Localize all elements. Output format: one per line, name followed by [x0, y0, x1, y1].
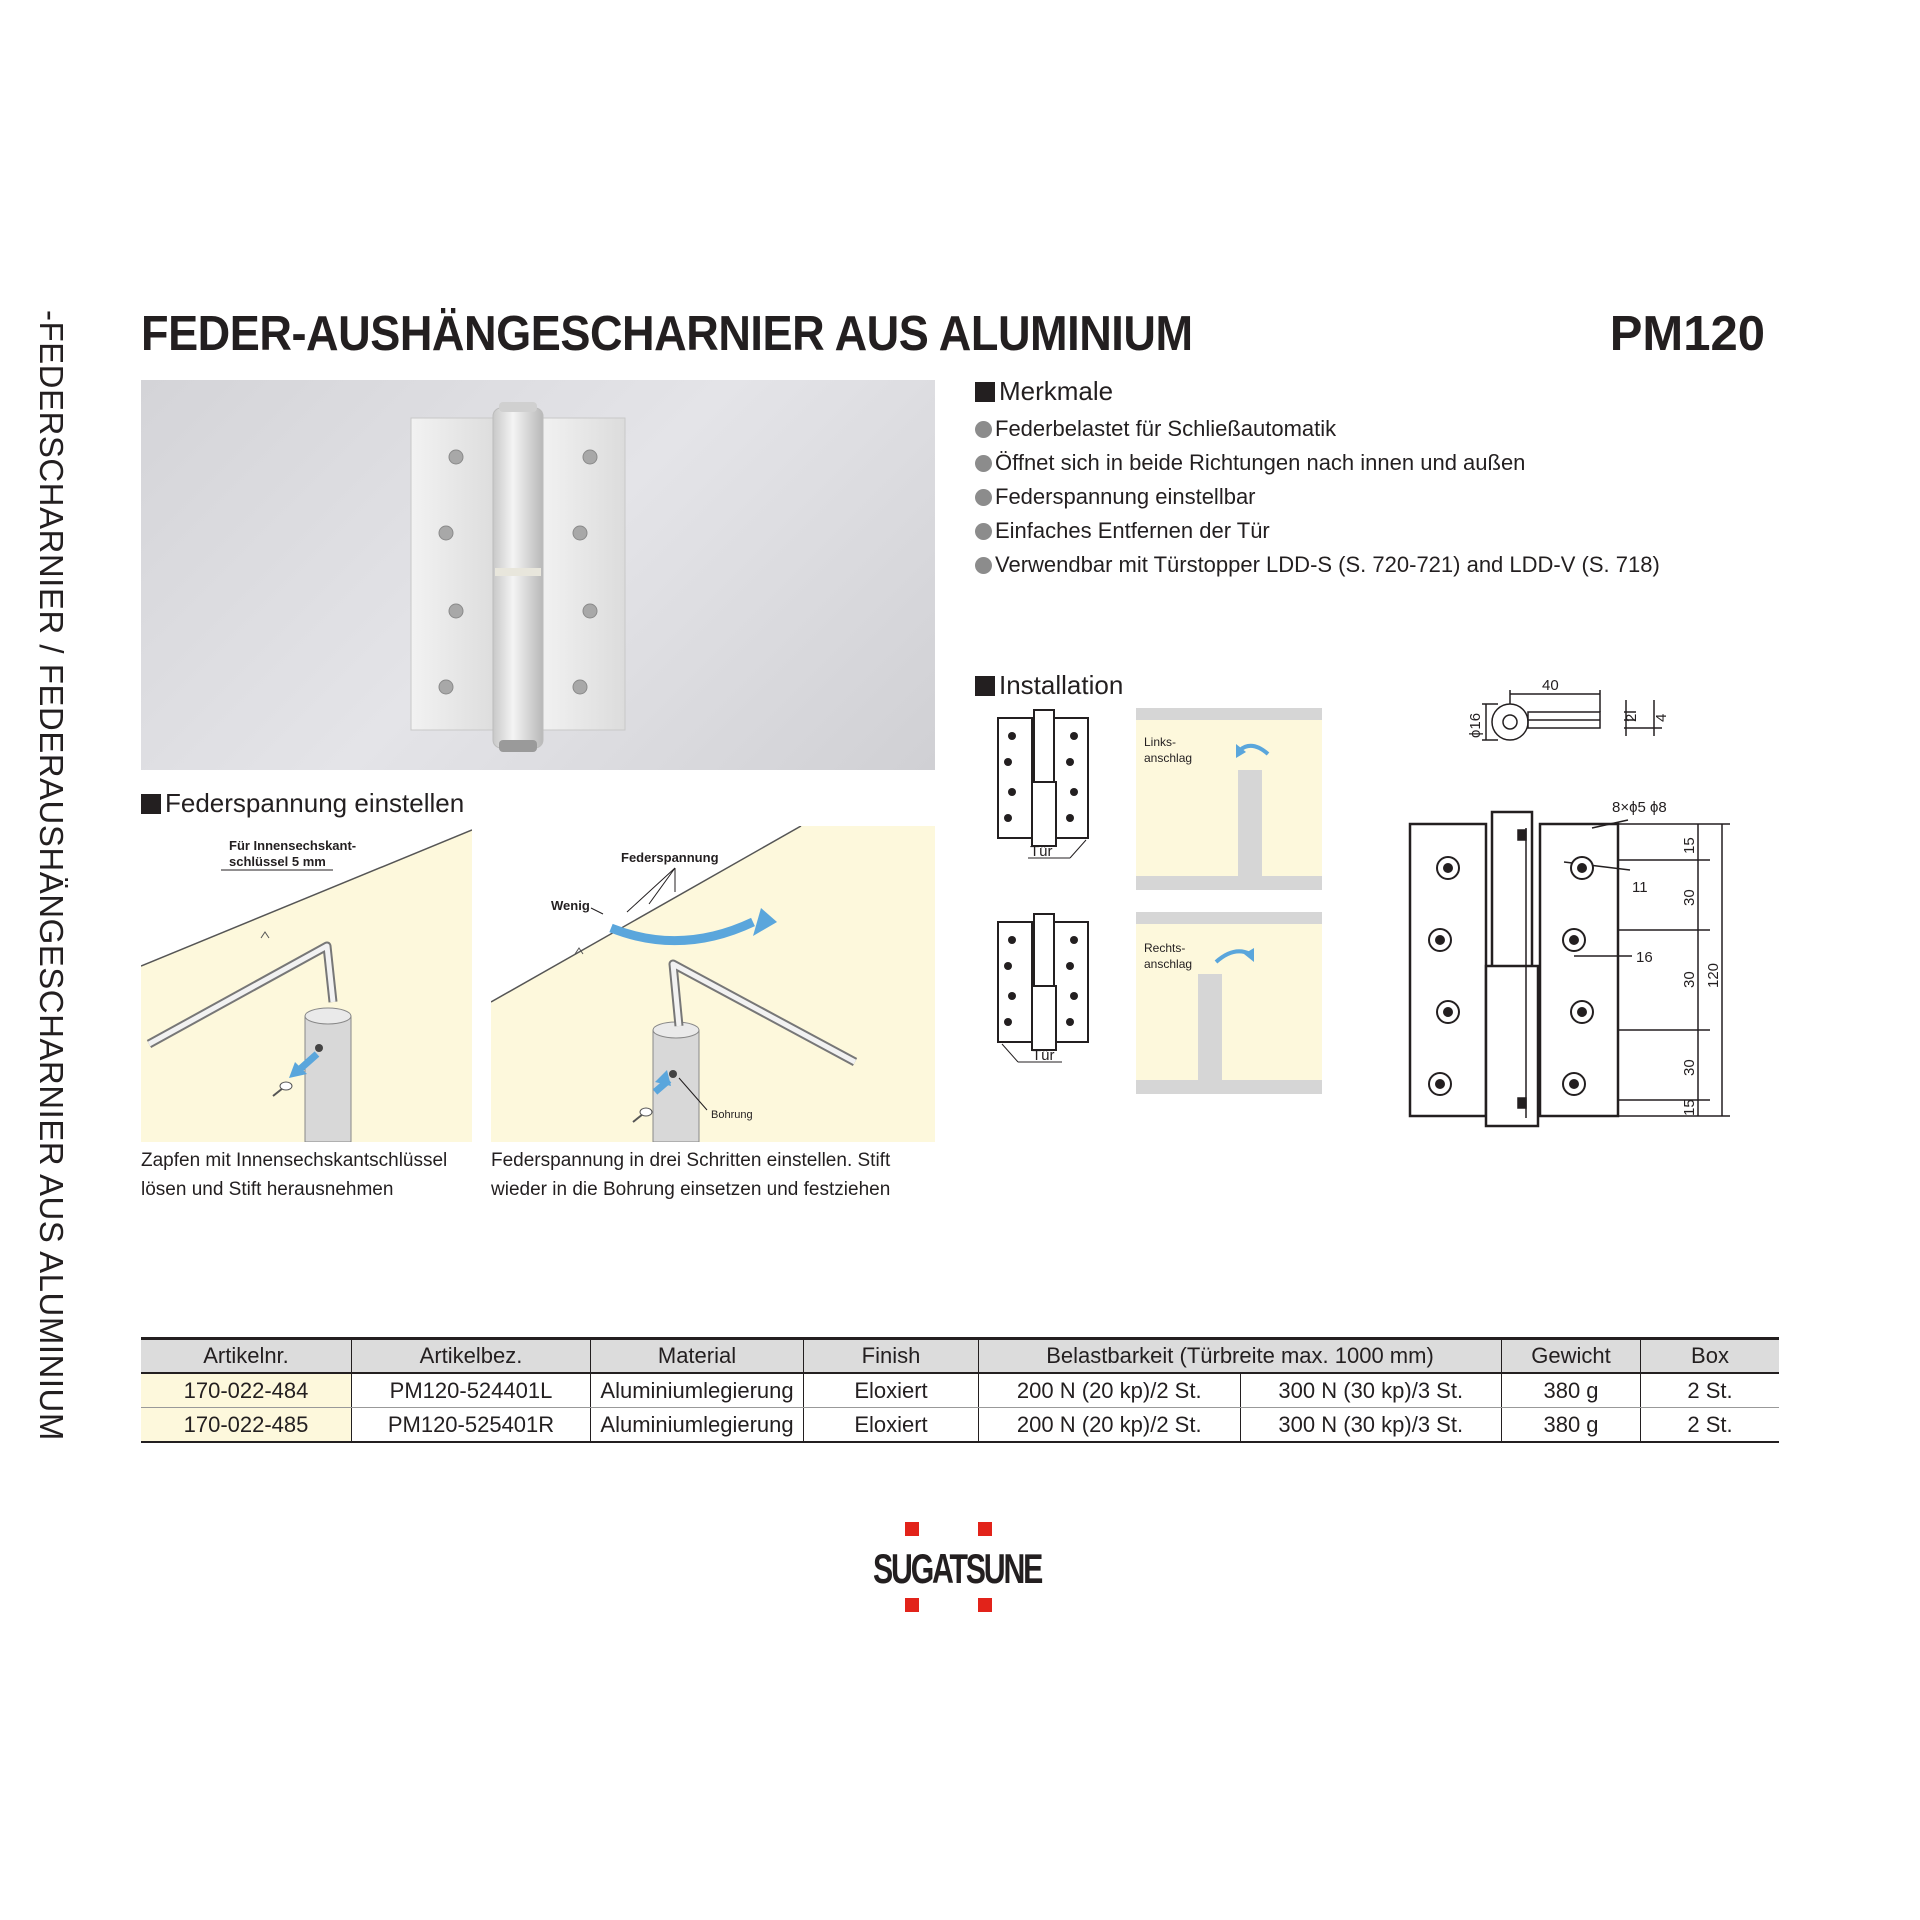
adjust-heading [141, 788, 464, 819]
feature-item: Federspannung einstellbar [975, 480, 1660, 514]
features-list [975, 412, 1660, 582]
dim-top-total: 4 [1653, 713, 1670, 722]
tension-label: Federspannung [621, 850, 719, 865]
hex-key-label-1: Für Innensechskant- [229, 838, 357, 853]
left-stop-label-2: anschlag [1144, 751, 1193, 765]
cell-article-name: PM120-525401R [352, 1408, 591, 1443]
dim-30a: 30 [1681, 889, 1698, 906]
right-stop-label-2: anschlag [1144, 957, 1193, 971]
logo-square-icon [905, 1522, 919, 1536]
adjust-illustration-left [141, 826, 472, 1142]
bullet-dot-icon [975, 455, 992, 472]
adjust-caption-left: Zapfen mit Innensechskantschlüssel lösen und Stift herausnehmen [141, 1150, 448, 1200]
cell-load-3: 300 N (30 kp)/3 St. [1240, 1408, 1502, 1443]
spec-table [141, 1337, 1779, 1443]
bullet-dot-icon [975, 421, 992, 438]
cell-article-no: 170-022-484 [141, 1373, 352, 1408]
square-bullet-icon [141, 794, 161, 814]
door-label-1: Tür [1030, 843, 1053, 860]
cell-load-3: 300 N (30 kp)/3 St. [1240, 1373, 1502, 1408]
hole-label: Bohrung [711, 1109, 753, 1121]
cell-box: 2 St. [1641, 1373, 1780, 1408]
dim-15b: 15 [1681, 1099, 1698, 1116]
features-heading [975, 376, 1113, 407]
logo-square-icon [905, 1598, 919, 1612]
square-bullet-icon [975, 382, 995, 402]
installation-heading-text: Installation [999, 670, 1124, 700]
col-header: Material [591, 1339, 804, 1374]
hex-key-label-2: schlüssel 5 mm [229, 854, 326, 869]
installation-diagrams [990, 706, 1330, 1126]
logo-square-icon [978, 1522, 992, 1536]
col-header: Artikelnr. [141, 1339, 352, 1374]
dim-30c: 30 [1681, 1059, 1698, 1076]
features-heading-text: Merkmale [999, 376, 1114, 406]
dim-top-thickness: 2 [1623, 713, 1640, 722]
cell-article-no: 170-022-485 [141, 1408, 352, 1443]
dim-15a: 15 [1681, 837, 1698, 854]
dim-16: 16 [1636, 949, 1653, 966]
feature-item: Öffnet sich in beide Richtungen nach innen und außen [975, 446, 1660, 480]
side-title [20, 310, 80, 1441]
bullet-dot-icon [975, 489, 992, 506]
dimension-svg [1400, 670, 1730, 1140]
model-number: PM120 [1609, 307, 1765, 361]
feature-item: Einfaches Entfernen der Tür [975, 514, 1660, 548]
cell-finish: Eloxiert [804, 1373, 979, 1408]
col-header: Gewicht [1502, 1339, 1641, 1374]
page-title: FEDER-AUSHÄNGESCHARNIER AUS ALUMINIUM [141, 307, 1193, 361]
col-header: Box [1641, 1339, 1780, 1374]
side-title-text: -FEDERSCHARNIER / FEDERAUSHÄNGESCHARNIER AUS ALUMINIUM [33, 310, 70, 1441]
bullet-dot-icon [975, 557, 992, 574]
feature-item: Verwendbar mit Türstopper LDD-S (S. 720-721) and LDD-V (S. 718) [975, 548, 1660, 582]
cell-weight: 380 g [1502, 1373, 1641, 1408]
bullet-dot-icon [975, 523, 992, 540]
tension-illustration [491, 826, 935, 1142]
dimension-drawing [1400, 670, 1730, 1140]
col-header: Belastbarkeit (Türbreite max. 1000 mm) [979, 1339, 1502, 1374]
cell-article-name: PM120-524401L [352, 1373, 591, 1408]
col-header: Finish [804, 1339, 979, 1374]
dim-120: 120 [1705, 962, 1722, 988]
left-stop-label-1: Links- [1144, 735, 1177, 749]
installation-svg [990, 706, 1330, 1126]
dim-top-width: 40 [1542, 677, 1559, 694]
cell-finish: Eloxiert [804, 1408, 979, 1443]
adjust-caption-right: Federspannung in drei Schritten einstellen. Stift wieder in die Bohrung einsetzen und festziehen [491, 1150, 891, 1200]
cell-box: 2 St. [1641, 1408, 1780, 1443]
product-photo [141, 380, 935, 770]
col-header: Artikelbez. [352, 1339, 591, 1374]
dim-holes: 8×ϕ5 ϕ8 [1612, 799, 1667, 816]
right-stop-label-1: Rechts- [1144, 941, 1186, 955]
table-header-row [141, 1339, 1779, 1374]
cell-material: Aluminiumlegierung [591, 1373, 804, 1408]
installation-heading [975, 670, 1123, 701]
hex-key-illustration [141, 826, 472, 1142]
hinge-photo-illustration [141, 380, 935, 770]
left-stop-panel [1136, 708, 1322, 890]
feature-item: Federbelastet für Schließautomatik [975, 412, 1660, 446]
cell-weight: 380 g [1502, 1408, 1641, 1443]
brand-logo: SUGATSUNE [873, 1545, 1042, 1592]
table-row [141, 1373, 1779, 1408]
cell-load-2: 200 N (20 kp)/2 St. [979, 1408, 1241, 1443]
hinge-right-mount [998, 914, 1088, 1064]
cell-material: Aluminiumlegierung [591, 1408, 804, 1443]
adjust-heading-text: Federspannung einstellen [165, 788, 465, 818]
adjust-illustration-right [491, 826, 935, 1142]
door-label-2: Tür [1032, 1047, 1055, 1064]
hinge-left-mount [998, 710, 1088, 860]
right-stop-panel [1136, 912, 1322, 1094]
table-row [141, 1408, 1779, 1443]
logo-square-icon [978, 1598, 992, 1612]
cell-load-2: 200 N (20 kp)/2 St. [979, 1373, 1241, 1408]
dim-top-diameter: ϕ16 [1467, 712, 1484, 738]
dim-30b: 30 [1681, 971, 1698, 988]
dim-11: 11 [1632, 879, 1648, 896]
square-bullet-icon [975, 676, 995, 696]
low-label: Wenig [551, 898, 590, 913]
